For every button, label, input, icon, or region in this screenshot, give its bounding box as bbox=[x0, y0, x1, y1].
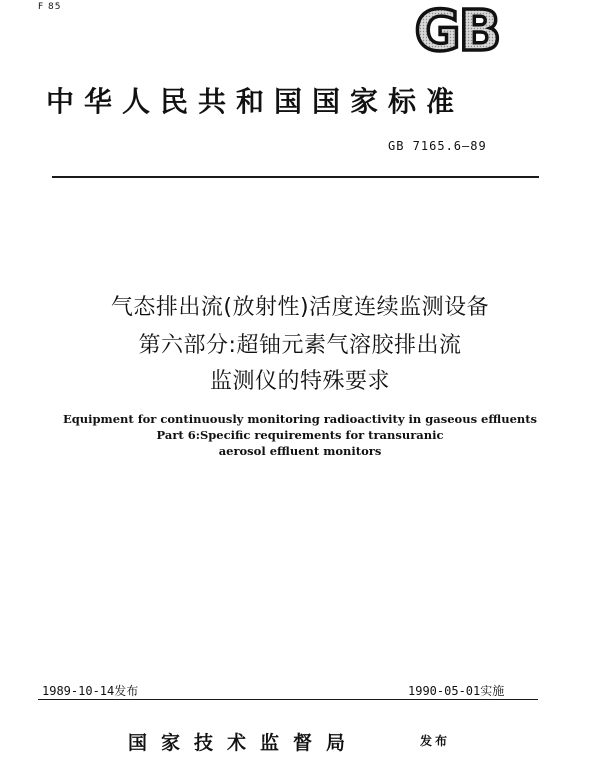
english-title-line-1: Equipment for continuously monitoring radioactivity in gaseous effluents bbox=[62, 412, 538, 426]
issuing-suffix: 发布 bbox=[420, 734, 451, 748]
issue-date: 1989-10-14发布 bbox=[42, 684, 139, 698]
gb-logo-text: GB bbox=[414, 0, 500, 58]
chinese-title-line-3: 监测仪的特殊要求 bbox=[209, 369, 390, 394]
english-title-line-2: Part 6:Specific requirements for transuranic bbox=[156, 428, 444, 442]
classification-code: F 85 bbox=[38, 2, 62, 12]
standard-number: GB 7165.6—89 bbox=[388, 139, 487, 153]
chinese-title-line-1: 气态排出流(放射性)活度连续监测设备 bbox=[110, 295, 490, 320]
standard-org-title: 中华人民共和国国家标准 bbox=[46, 85, 465, 118]
gb-logo bbox=[398, 0, 516, 58]
chinese-title-line-2: 第六部分:超铀元素气溶胶排出流 bbox=[138, 333, 462, 358]
effective-date: 1990-05-01实施 bbox=[408, 684, 505, 698]
issuing-authority: 国家技术监督局 bbox=[128, 732, 360, 754]
top-divider bbox=[52, 176, 539, 178]
english-title-line-3: aerosol effluent monitors bbox=[218, 444, 382, 458]
bottom-divider bbox=[38, 699, 538, 700]
